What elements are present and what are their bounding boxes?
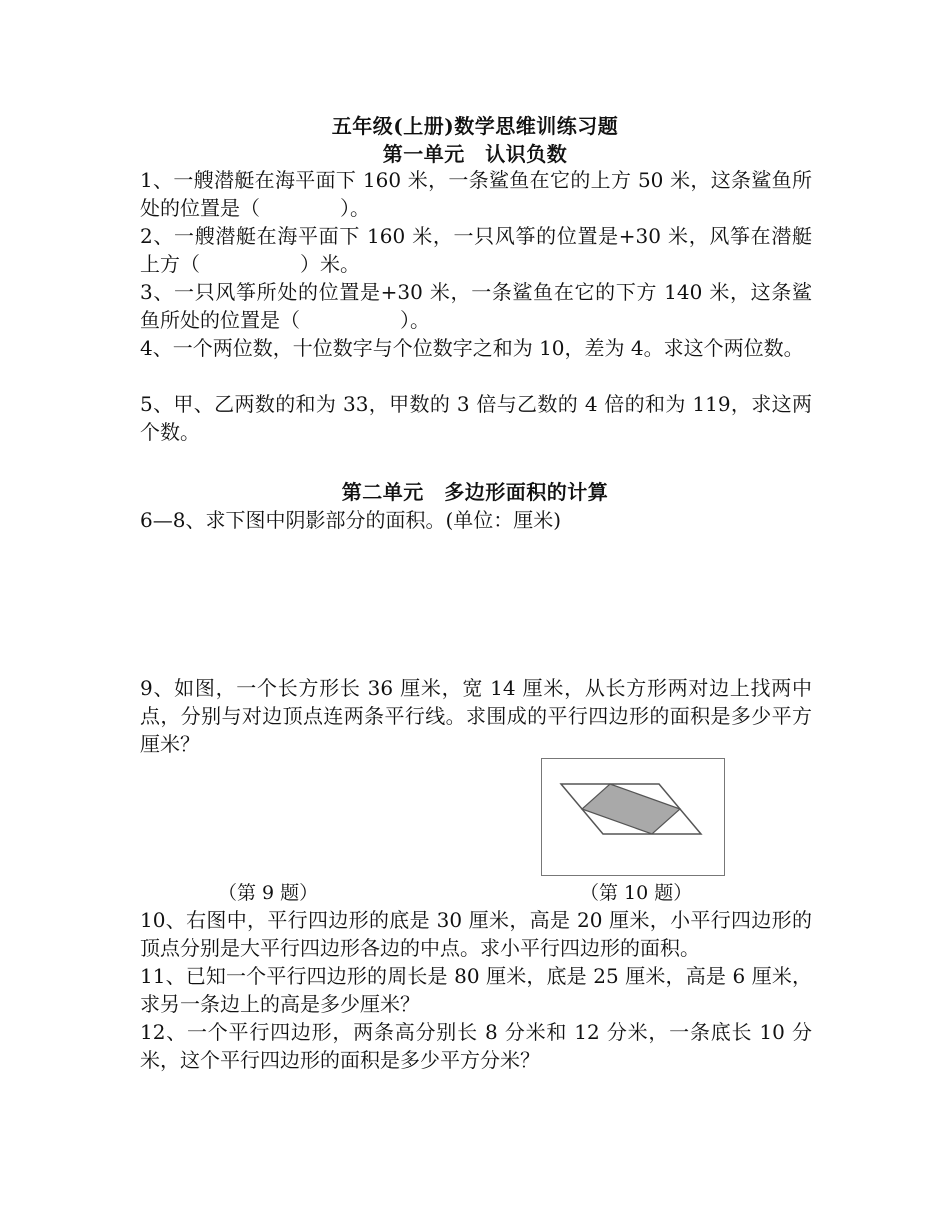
unit1-heading: 第一单元 认识负数	[382, 142, 568, 166]
question-2: 2、一艘潜艇在海平面下 160 米，一只风筝的位置是+30 米，风筝在潜艇上方（ ）米。	[140, 224, 812, 276]
unit2-heading: 第二单元 多边形面积的计算	[341, 480, 609, 504]
question-4: 4、一个两位数，十位数字与个位数字之和为 10，差为 4。求这个两位数。	[140, 336, 804, 360]
question-10: 10、右图中，平行四边形的底是 30 厘米，高是 20 厘米，小平行四边形的顶点分别是大平行四边形各边的中点。求小平行四边形的面积。	[140, 908, 812, 960]
question-11: 11、已知一个平行四边形的周长是 80 厘米，底是 25 厘米，高是 6 厘米，求另一条边上的高是多少厘米？	[140, 964, 812, 1016]
caption-question-9: （第 9 题）	[218, 882, 319, 904]
question-3: 3、一只风筝所处的位置是+30 米，一条鲨鱼在它的下方 140 米，这条鲨鱼所处的位置是（ ）。	[140, 280, 812, 332]
question-12: 12、一个平行四边形，两条高分别长 8 分米和 12 分米，一条底长 10 分米，这个平行四边形的面积是多少平方分米？	[140, 1020, 812, 1072]
page-title: 五年级(上册)数学思维训练习题	[331, 114, 619, 138]
caption-question-10: （第 10 题）	[580, 882, 693, 904]
question-1: 1、一艘潜艇在海平面下 160 米，一条鲨鱼在它的上方 50 米，这条鲨鱼所处的位置是（ ）。	[140, 168, 812, 220]
question-5: 5、甲、乙两数的和为 33，甲数的 3 倍与乙数的 4 倍的和为 119，求这两个数。	[140, 392, 812, 444]
question-9: 9、如图，一个长方形长 36 厘米，宽 14 厘米，从长方形两对边上找两中点，分别与对边顶点连两条平行线。求围成的平行四边形的面积是多少平方厘米？	[140, 676, 812, 756]
parallelogram-figure	[541, 758, 725, 876]
question-6-8: 6—8、求下图中阴影部分的面积。(单位：厘米)	[140, 508, 562, 532]
